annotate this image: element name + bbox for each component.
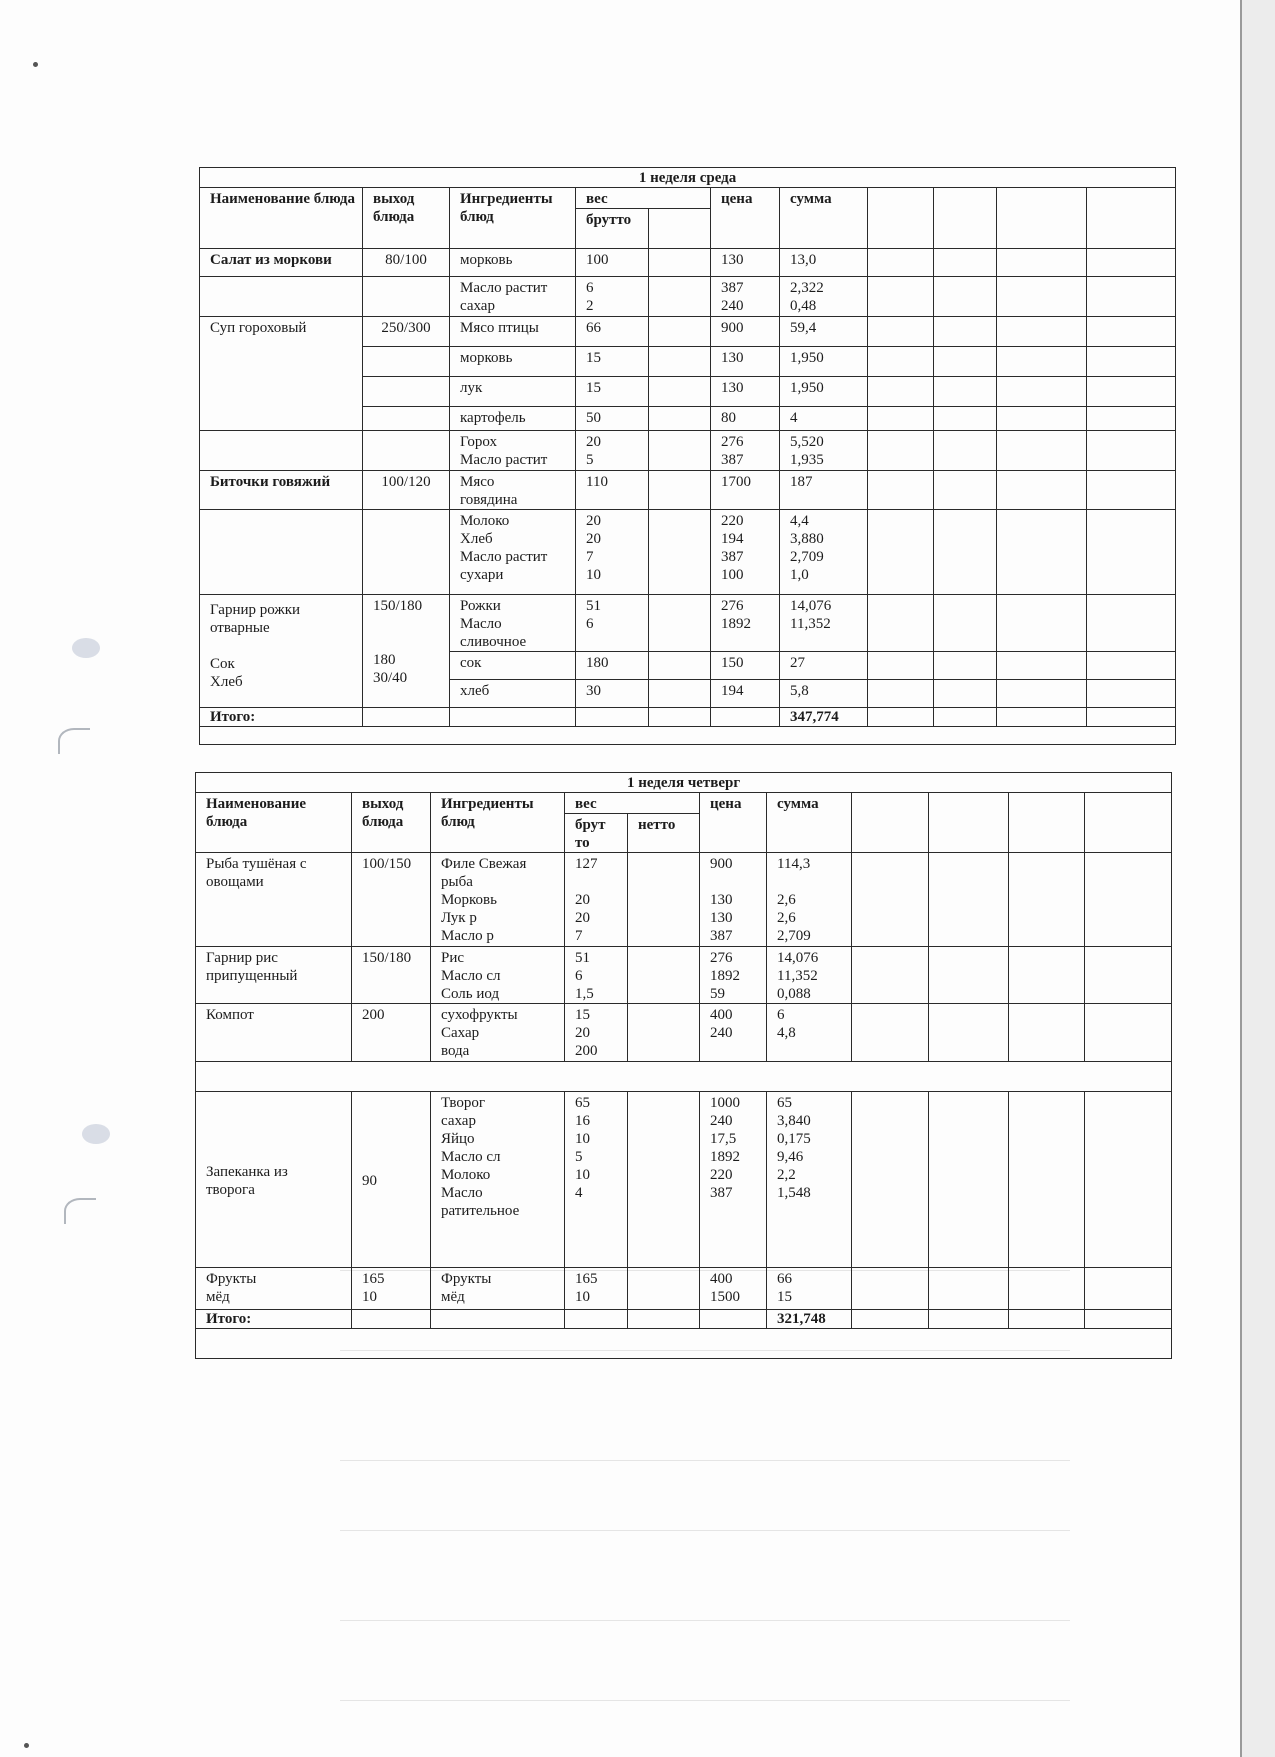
empty-cell xyxy=(1009,793,1085,853)
empty-cell xyxy=(1085,1092,1172,1268)
empty-cell xyxy=(649,510,711,595)
table-row xyxy=(196,853,1172,947)
header-price: цена xyxy=(700,793,767,853)
header-ingredients: Ингредиенты блюд xyxy=(431,793,565,853)
sum: 66 15 xyxy=(767,1268,852,1310)
empty-cell xyxy=(934,708,997,727)
empty-cell xyxy=(852,1310,929,1329)
ingredient: Фрукты мёд xyxy=(431,1268,565,1310)
empty-cell xyxy=(868,652,934,680)
empty-cell xyxy=(363,377,450,407)
empty-cell xyxy=(450,708,576,727)
empty-cell xyxy=(934,407,997,431)
price: 1000 240 17,5 1892 220 387 xyxy=(700,1092,767,1268)
ingredient: картофель xyxy=(450,407,576,431)
empty-cell xyxy=(628,853,700,947)
header-sum: сумма xyxy=(767,793,852,853)
dish-output: 200 xyxy=(352,1004,431,1062)
sum: 14,076 11,352 xyxy=(780,595,868,652)
sum: 114,3 2,6 2,6 2,709 xyxy=(767,853,852,947)
empty-cell xyxy=(1085,1310,1172,1329)
empty-cell xyxy=(852,793,929,853)
empty-cell xyxy=(649,680,711,708)
brutto: 51 6 1,5 xyxy=(565,947,628,1004)
scan-blot xyxy=(82,1124,110,1144)
empty-cell xyxy=(997,471,1087,510)
dish-output: 100/120 xyxy=(363,471,450,510)
sum: 5,8 xyxy=(780,680,868,708)
empty-cell xyxy=(1087,708,1176,727)
scan-blot xyxy=(72,638,100,658)
dish-output xyxy=(363,510,450,595)
empty-cell xyxy=(934,377,997,407)
dish-output: 250/300 xyxy=(363,317,450,347)
price: 900 130 130 387 xyxy=(700,853,767,947)
dish-output: 165 10 xyxy=(352,1268,431,1310)
bleed-through-line xyxy=(340,1700,1070,1701)
table-row xyxy=(200,510,1176,595)
empty-cell xyxy=(1009,1310,1085,1329)
empty-cell xyxy=(1009,1092,1085,1268)
blank-row xyxy=(196,1329,1172,1359)
header-sum: сумма xyxy=(780,188,868,249)
brutto: 15 xyxy=(576,377,649,407)
ingredient: Рожки Масло сливочное xyxy=(450,595,576,652)
dish-name: Рыба тушёная с овощами xyxy=(196,853,352,947)
brutto: 30 xyxy=(576,680,649,708)
empty-cell xyxy=(1087,277,1176,317)
empty-cell xyxy=(868,595,934,652)
empty-cell xyxy=(852,1004,929,1062)
empty-cell xyxy=(363,347,450,377)
dish-name: Салат из моркови xyxy=(200,249,363,277)
empty-cell xyxy=(852,1092,929,1268)
empty-cell xyxy=(628,947,700,1004)
empty-cell xyxy=(868,188,934,249)
price: 130 xyxy=(711,347,780,377)
price: 150 xyxy=(711,652,780,680)
ingredient: Мясо говядина xyxy=(450,471,576,510)
table-row xyxy=(200,249,1176,277)
empty-cell xyxy=(868,431,934,471)
empty-cell xyxy=(1087,510,1176,595)
empty-cell xyxy=(868,471,934,510)
empty-cell xyxy=(649,708,711,727)
empty-cell xyxy=(649,317,711,347)
sum: 13,0 xyxy=(780,249,868,277)
dish-output xyxy=(363,431,450,471)
empty-cell xyxy=(628,1310,700,1329)
empty-cell xyxy=(363,708,450,727)
empty-cell xyxy=(649,595,711,652)
empty-cell xyxy=(934,188,997,249)
empty-cell xyxy=(997,277,1087,317)
dish-name: Гарнир рожки отварные Сок Хлеб xyxy=(200,595,363,708)
empty-cell xyxy=(934,680,997,708)
empty-cell xyxy=(997,377,1087,407)
ingredient: Творог сахар Яйцо Масло сл Молоко Масло ратительное xyxy=(431,1092,565,1268)
dish-output: 80/100 xyxy=(363,249,450,277)
header-name: Наименование блюда xyxy=(200,188,363,249)
menu-table-thursday xyxy=(195,772,1172,1359)
header-netto: нетто xyxy=(628,814,700,853)
empty-cell xyxy=(997,188,1087,249)
bleed-through-line xyxy=(340,1460,1070,1461)
sum: 4,4 3,880 2,709 1,0 xyxy=(780,510,868,595)
dish-output: 90 xyxy=(352,1092,431,1268)
page-edge xyxy=(1240,0,1275,1757)
table-row xyxy=(200,277,1176,317)
empty-cell xyxy=(1087,471,1176,510)
brutto: 20 20 7 10 xyxy=(576,510,649,595)
empty-cell xyxy=(934,510,997,595)
empty-cell xyxy=(997,249,1087,277)
total-value: 347,774 xyxy=(780,708,868,727)
header-output: выход блюда xyxy=(363,188,450,249)
price: 1700 xyxy=(711,471,780,510)
table-row xyxy=(196,1004,1172,1062)
ingredient: морковь xyxy=(450,347,576,377)
empty-cell xyxy=(196,1062,1172,1092)
empty-cell xyxy=(868,249,934,277)
price: 276 1892 59 xyxy=(700,947,767,1004)
empty-cell xyxy=(997,347,1087,377)
empty-cell xyxy=(1085,853,1172,947)
sum: 1,950 xyxy=(780,347,868,377)
ingredient: Мясо птицы xyxy=(450,317,576,347)
dish-name: Суп гороховый xyxy=(200,317,363,431)
price: 276 1892 xyxy=(711,595,780,652)
empty-cell xyxy=(934,249,997,277)
price: 220 194 387 100 xyxy=(711,510,780,595)
empty-cell xyxy=(700,1310,767,1329)
dish-name xyxy=(200,510,363,595)
price: 194 xyxy=(711,680,780,708)
brutto: 20 5 xyxy=(576,431,649,471)
empty-cell xyxy=(200,727,1176,745)
empty-cell xyxy=(565,1310,628,1329)
empty-cell xyxy=(852,1268,929,1310)
empty-cell xyxy=(997,510,1087,595)
ingredient: хлеб xyxy=(450,680,576,708)
bleed-through-line xyxy=(340,1620,1070,1621)
empty-cell xyxy=(628,1268,700,1310)
empty-cell xyxy=(868,680,934,708)
blank-row xyxy=(196,1062,1172,1092)
hole-punch-mark xyxy=(64,1198,96,1224)
empty-cell xyxy=(649,652,711,680)
empty-cell xyxy=(868,510,934,595)
header-brutto: брутто xyxy=(576,209,649,249)
empty-cell xyxy=(934,595,997,652)
header-weight: вес xyxy=(576,188,711,209)
ingredient: Филе Свежая рыба Морковь Лук р Масло р xyxy=(431,853,565,947)
header-ingredients: Ингредиенты блюд xyxy=(450,188,576,249)
empty-cell xyxy=(934,317,997,347)
price: 400 240 xyxy=(700,1004,767,1062)
empty-cell xyxy=(934,652,997,680)
empty-cell xyxy=(934,277,997,317)
scan-speck xyxy=(24,1743,29,1748)
empty-cell xyxy=(929,1092,1009,1268)
empty-cell xyxy=(1085,947,1172,1004)
brutto: 110 xyxy=(576,471,649,510)
empty-cell xyxy=(934,431,997,471)
dish-name: Компот xyxy=(196,1004,352,1062)
brutto: 51 6 xyxy=(576,595,649,652)
hole-punch-mark xyxy=(58,728,90,754)
empty-cell xyxy=(1009,1004,1085,1062)
empty-cell xyxy=(431,1310,565,1329)
ingredient: лук xyxy=(450,377,576,407)
ingredient: морковь xyxy=(450,249,576,277)
dish-name xyxy=(200,277,363,317)
table-title: 1 неделя четверг xyxy=(196,773,1172,793)
empty-cell xyxy=(1087,377,1176,407)
table-row xyxy=(200,431,1176,471)
empty-cell xyxy=(1009,947,1085,1004)
sum: 5,520 1,935 xyxy=(780,431,868,471)
empty-cell xyxy=(363,407,450,431)
empty-cell xyxy=(649,471,711,510)
sum: 187 xyxy=(780,471,868,510)
dish-name: Запеканка из творога xyxy=(196,1092,352,1268)
table-title: 1 неделя среда xyxy=(200,168,1176,188)
empty-cell xyxy=(868,277,934,317)
empty-cell xyxy=(868,347,934,377)
empty-cell xyxy=(711,708,780,727)
empty-cell xyxy=(929,1004,1009,1062)
empty-cell xyxy=(1009,853,1085,947)
empty-cell xyxy=(997,652,1087,680)
empty-cell xyxy=(1085,1268,1172,1310)
header-name: Наименование блюда xyxy=(196,793,352,853)
blank-row xyxy=(200,727,1176,745)
price: 900 xyxy=(711,317,780,347)
dish-output xyxy=(363,277,450,317)
dish-name: Фрукты мёд xyxy=(196,1268,352,1310)
sum: 1,950 xyxy=(780,377,868,407)
header-brutto: брут то xyxy=(565,814,628,853)
price: 387 240 xyxy=(711,277,780,317)
total-row xyxy=(200,708,1176,727)
brutto: 15 xyxy=(576,347,649,377)
empty-cell xyxy=(1087,431,1176,471)
menu-table-wednesday xyxy=(199,167,1176,745)
empty-cell xyxy=(1087,188,1176,249)
sum: 59,4 xyxy=(780,317,868,347)
empty-cell xyxy=(649,209,711,249)
dish-output: 150/180 xyxy=(352,947,431,1004)
sum: 27 xyxy=(780,652,868,680)
empty-cell xyxy=(934,347,997,377)
empty-cell xyxy=(1085,793,1172,853)
empty-cell xyxy=(868,317,934,347)
header-output: выход блюда xyxy=(352,793,431,853)
empty-cell xyxy=(628,1092,700,1268)
empty-cell xyxy=(997,407,1087,431)
dish-name: Гарнир рис припущенный xyxy=(196,947,352,1004)
scan-speck xyxy=(33,62,38,67)
brutto: 100 xyxy=(576,249,649,277)
empty-cell xyxy=(929,853,1009,947)
empty-cell xyxy=(1009,1268,1085,1310)
empty-cell xyxy=(1087,652,1176,680)
brutto: 66 xyxy=(576,317,649,347)
empty-cell xyxy=(649,249,711,277)
empty-cell xyxy=(929,1310,1009,1329)
empty-cell xyxy=(1087,407,1176,431)
price: 80 xyxy=(711,407,780,431)
ingredient: Рис Масло сл Соль иод xyxy=(431,947,565,1004)
empty-cell xyxy=(1085,1004,1172,1062)
empty-cell xyxy=(649,407,711,431)
total-value: 321,748 xyxy=(767,1310,852,1329)
empty-cell xyxy=(997,708,1087,727)
brutto: 180 xyxy=(576,652,649,680)
brutto: 127 20 20 7 xyxy=(565,853,628,947)
sum: 6 4,8 xyxy=(767,1004,852,1062)
bleed-through-line xyxy=(340,1530,1070,1531)
empty-cell xyxy=(196,1329,1172,1359)
empty-cell xyxy=(997,431,1087,471)
dish-name: Биточки говяжий xyxy=(200,471,363,510)
header-weight: вес xyxy=(565,793,700,814)
empty-cell xyxy=(649,377,711,407)
empty-cell xyxy=(934,471,997,510)
empty-cell xyxy=(628,1004,700,1062)
empty-cell xyxy=(868,708,934,727)
empty-cell xyxy=(868,407,934,431)
ingredient: сухофрукты Сахар вода xyxy=(431,1004,565,1062)
ingredient: Молоко Хлеб Масло растит сухари xyxy=(450,510,576,595)
sum: 2,322 0,48 xyxy=(780,277,868,317)
ingredient: сок xyxy=(450,652,576,680)
total-row xyxy=(196,1310,1172,1329)
ingredient: Горох Масло растит xyxy=(450,431,576,471)
empty-cell xyxy=(649,347,711,377)
empty-cell xyxy=(1087,249,1176,277)
dish-name xyxy=(200,431,363,471)
empty-cell xyxy=(1087,595,1176,652)
sum: 65 3,840 0,175 9,46 2,2 1,548 xyxy=(767,1092,852,1268)
empty-cell xyxy=(929,793,1009,853)
sum: 14,076 11,352 0,088 xyxy=(767,947,852,1004)
empty-cell xyxy=(649,277,711,317)
table-row xyxy=(196,947,1172,1004)
empty-cell xyxy=(929,947,1009,1004)
ingredient: Масло растит сахар xyxy=(450,277,576,317)
dish-output: 150/180 180 30/40 xyxy=(363,595,450,708)
empty-cell xyxy=(1087,347,1176,377)
table-row xyxy=(200,317,1176,347)
total-label: Итого: xyxy=(200,708,363,727)
empty-cell xyxy=(852,853,929,947)
brutto: 50 xyxy=(576,407,649,431)
empty-cell xyxy=(997,595,1087,652)
dish-output: 100/150 xyxy=(352,853,431,947)
brutto: 6 2 xyxy=(576,277,649,317)
empty-cell xyxy=(1087,680,1176,708)
table-row xyxy=(200,471,1176,510)
brutto: 15 20 200 xyxy=(565,1004,628,1062)
price: 400 1500 xyxy=(700,1268,767,1310)
empty-cell xyxy=(929,1268,1009,1310)
table-row xyxy=(196,1268,1172,1310)
price: 276 387 xyxy=(711,431,780,471)
sum: 4 xyxy=(780,407,868,431)
empty-cell xyxy=(649,431,711,471)
price: 130 xyxy=(711,249,780,277)
empty-cell xyxy=(997,680,1087,708)
brutto: 165 10 xyxy=(565,1268,628,1310)
empty-cell xyxy=(868,377,934,407)
empty-cell xyxy=(997,317,1087,347)
table-row xyxy=(200,595,1176,652)
empty-cell xyxy=(576,708,649,727)
price: 130 xyxy=(711,377,780,407)
table-row xyxy=(196,1092,1172,1268)
empty-cell xyxy=(352,1310,431,1329)
empty-cell xyxy=(852,947,929,1004)
brutto: 65 16 10 5 10 4 xyxy=(565,1092,628,1268)
header-price: цена xyxy=(711,188,780,249)
total-label: Итого: xyxy=(196,1310,352,1329)
empty-cell xyxy=(1087,317,1176,347)
